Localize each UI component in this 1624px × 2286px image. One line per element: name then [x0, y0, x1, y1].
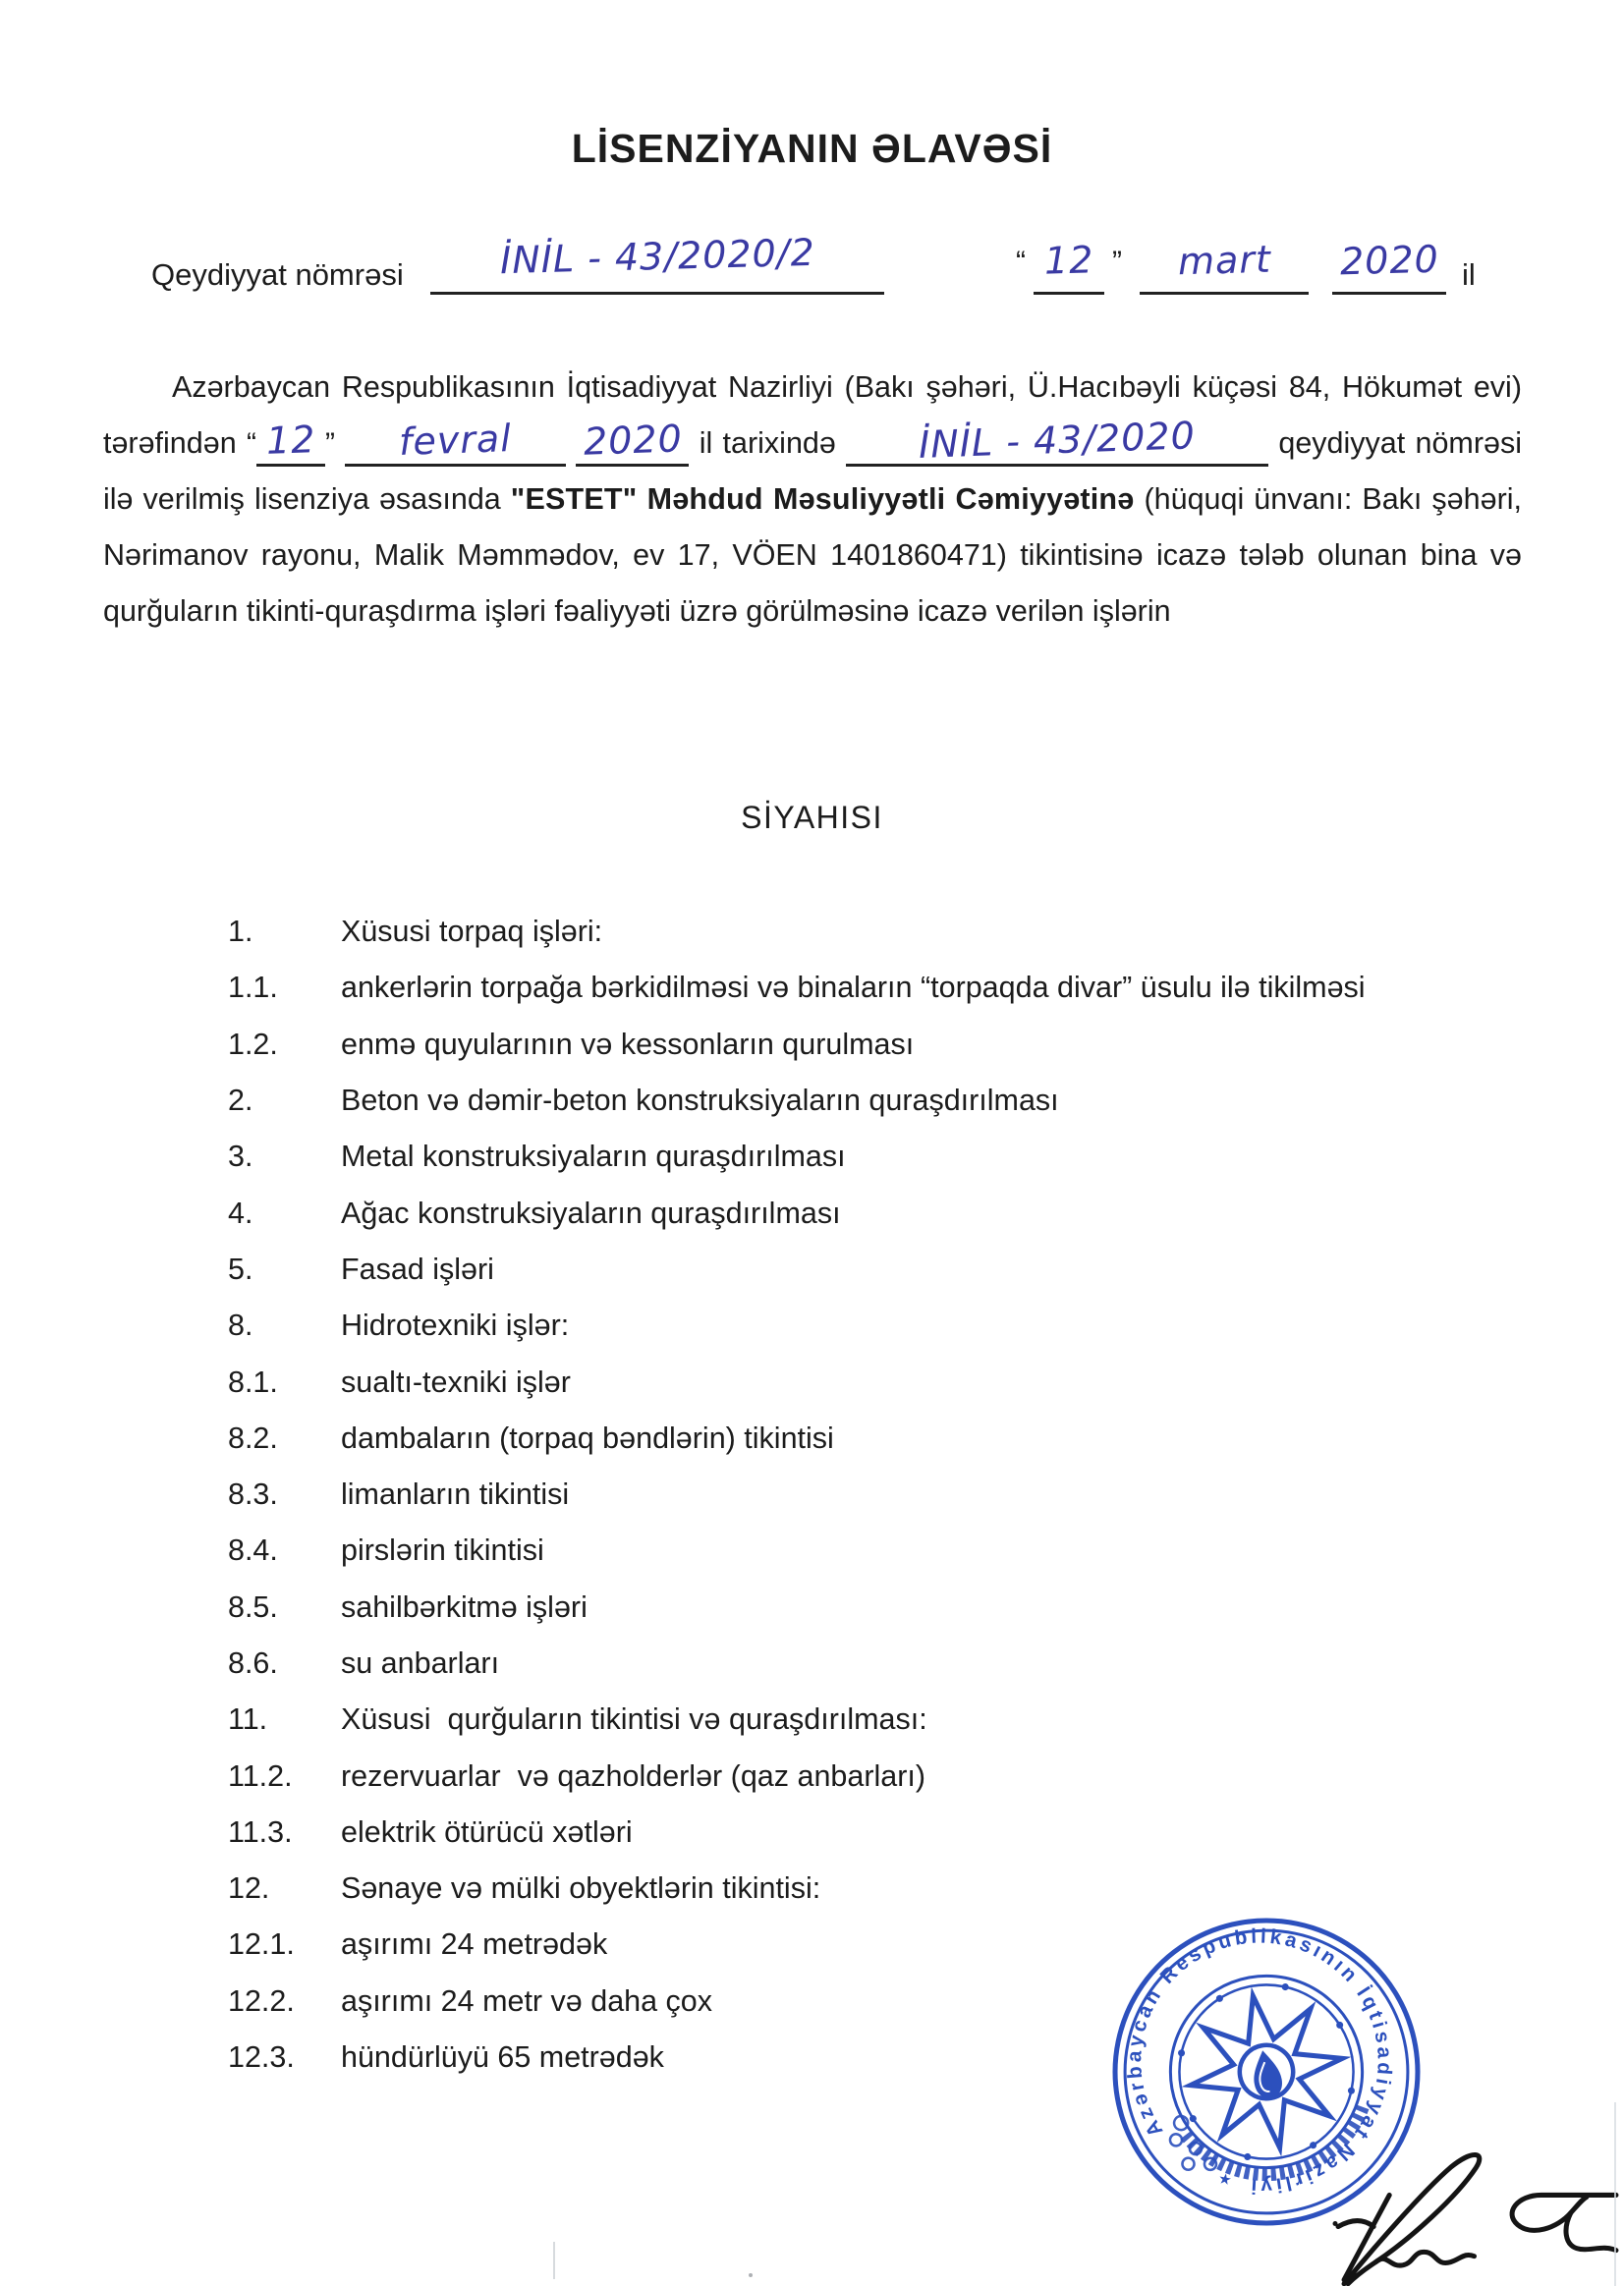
list-item-number: 11. — [228, 1702, 268, 1737]
list-item — [103, 1636, 1538, 1692]
list-item — [103, 1411, 1538, 1467]
list-item-text: hündürlüyü 65 metrədək — [341, 2040, 664, 2075]
body-text-part1: Azərbaycan Respublikasının İqtisadiyyat Nazirliyi (Bakı şəhəri, Ü.Hacıbəyli küçəsi 84, Hökumət evi) tərəfindən — [103, 370, 1522, 460]
date-quote-open: “ — [1016, 246, 1026, 278]
list-item-text: ankerlərin torpağa bərkidilməsi və binaların “torpaqda divar” üsulu ilə tikilməsi — [341, 971, 1366, 1005]
registration-label: Qeydiyyat nömrəsi — [151, 257, 404, 292]
issue-month-handwriting: fevral — [398, 417, 513, 464]
body-text-part2: il tarixində — [699, 426, 836, 460]
seal-ring-text: Azərbaycan Respublikasının İqtisadiyyat Nazirliyi — [1123, 1924, 1397, 2199]
list-item-text: aşırımı 24 metrədək — [341, 1927, 608, 1962]
list-item-text: Xüsusi qurğuların tikintisi və quraşdırılması: — [341, 1702, 927, 1737]
list-item-number: 3. — [228, 1140, 253, 1174]
body-paragraph — [103, 360, 1522, 640]
list-item — [103, 1185, 1538, 1241]
list-item — [103, 1467, 1538, 1523]
list-item-number: 1.1. — [228, 971, 278, 1005]
date-year-handwriting: 2020 — [1339, 237, 1439, 284]
date-day-handwriting: 12 — [1043, 238, 1094, 283]
signature — [1328, 2140, 1624, 2286]
list-item-number: 1. — [228, 915, 253, 949]
scan-artifact-dot — [749, 2273, 753, 2277]
list-item-number: 8.6. — [228, 1646, 278, 1680]
license-number-field — [846, 414, 1268, 467]
list-item — [103, 1298, 1538, 1354]
list-item-text: Xüsusi torpaq işləri: — [341, 915, 603, 949]
scan-artifact-edge — [1614, 2102, 1616, 2286]
list-item-number: 2. — [228, 1084, 253, 1118]
list-item — [103, 1242, 1538, 1298]
list-item — [103, 1523, 1538, 1579]
issue-quote-open: “ — [246, 427, 256, 460]
date-day-field — [1034, 235, 1104, 295]
list-item-number: 1.2. — [228, 1027, 278, 1061]
list-item — [103, 1354, 1538, 1410]
list-item-text: rezervuarlar və qazholderlər (qaz anbarları) — [341, 1758, 926, 1793]
list-item — [103, 1805, 1538, 1861]
list-item-text: su anbarları — [341, 1646, 500, 1680]
list-item-text: Sənaye və mülki obyektlərin tikintisi: — [341, 1871, 821, 1906]
list-item — [103, 1073, 1538, 1129]
list-item-text: Hidrotexniki işlər: — [341, 1309, 570, 1343]
document-title: LİSENZİYANIN ƏLAVƏSİ — [571, 126, 1053, 171]
list-item-number: 8.2. — [228, 1421, 278, 1455]
list-item-number: 4. — [228, 1196, 253, 1230]
list-item-text: elektrik ötürücü xətləri — [341, 1814, 633, 1849]
list-item — [103, 1692, 1538, 1748]
list-item-text: enmə quyularının və kessonların qurulması — [341, 1027, 915, 1061]
date-quote-close: ” — [1112, 246, 1122, 278]
date-year-suffix: il — [1462, 257, 1476, 292]
scan-artifact-line — [553, 2242, 555, 2279]
body-text-part4: (hüquqi ünvanı: Bakı şəhəri, Nərimanov rayonu, Malik Məmmədov, ev 17, VÖEN 1401860471) tikintisinə icazə tələb olunan bina və qurğuların tikinti-quraşdırma işləri fəaliyyəti üzrə görülməsinə icazə verilən işlərin — [103, 482, 1522, 628]
date-year-field — [1332, 235, 1446, 295]
issue-month-field — [345, 419, 566, 467]
company-name-bold: "ESTET" Məhdud Məsuliyyətli Cəmiyyətinə — [510, 482, 1135, 516]
list-item-number: 12.2. — [228, 1983, 295, 2018]
seal-star-separator: ★ — [1216, 2170, 1234, 2190]
list-item — [103, 960, 1538, 1016]
list-item-text: Metal konstruksiyaların quraşdırılması — [341, 1140, 846, 1174]
list-item-text: Beton və dəmir-beton konstruksiyaların quraşdırılması — [341, 1084, 1059, 1118]
license-number-handwriting: İNİL - 43/2020 — [918, 414, 1197, 467]
list-item-number: 8.3. — [228, 1478, 278, 1512]
list-item-number: 12.1. — [228, 1927, 295, 1962]
list-item-number: 8.4. — [228, 1533, 278, 1568]
list-item-number: 8.1. — [228, 1365, 278, 1399]
list-item-number: 11.2. — [228, 1758, 293, 1793]
date-month-field — [1140, 235, 1309, 295]
registration-number-field — [430, 231, 884, 295]
signature-graphic — [1328, 2140, 1624, 2286]
registration-number-handwriting: İNİL - 43/2020/2 — [499, 230, 815, 283]
issue-day-handwriting: 12 — [264, 418, 316, 463]
list-item-number: 12.3. — [228, 2040, 295, 2075]
list-item-text: sualtı-texniki işlər — [341, 1365, 571, 1399]
list-item-number: 8.5. — [228, 1589, 278, 1624]
list-item — [103, 1580, 1538, 1636]
list-item-text: sahilbərkitmə işləri — [341, 1589, 588, 1624]
list-item — [103, 1017, 1538, 1073]
body-text-part3: qeydiyyat nömrəsi ilə verilmiş lisenziya əsasında — [103, 426, 1522, 516]
list-item-number: 12. — [228, 1871, 270, 1906]
registration-line — [0, 230, 1624, 301]
list-item-text: Ağac konstruksiyaların quraşdırılması — [341, 1196, 841, 1230]
list-item-number: 11.3. — [228, 1814, 293, 1849]
issue-year-handwriting: 2020 — [582, 417, 684, 464]
issue-quote-close: ” — [324, 427, 335, 460]
list-item-text: dambaların (torpaq bəndlərin) tikintisi — [341, 1421, 834, 1455]
list-item-number: 5. — [228, 1252, 253, 1286]
list-item — [103, 1129, 1538, 1185]
list-item — [103, 904, 1538, 960]
list-item-number: 8. — [228, 1309, 253, 1343]
list-heading: SİYAHISI — [741, 800, 883, 835]
list-item-text: Fasad işləri — [341, 1252, 494, 1286]
list-item — [103, 1748, 1538, 1804]
issue-year-field — [576, 419, 689, 467]
date-month-handwriting: mart — [1177, 237, 1271, 284]
list-item-text: pirslərin tikintisi — [341, 1533, 544, 1568]
list-item-text: limanların tikintisi — [341, 1478, 570, 1512]
list-item-text: aşırımı 24 metr və daha çox — [341, 1983, 713, 2018]
issue-day-field — [256, 419, 325, 467]
